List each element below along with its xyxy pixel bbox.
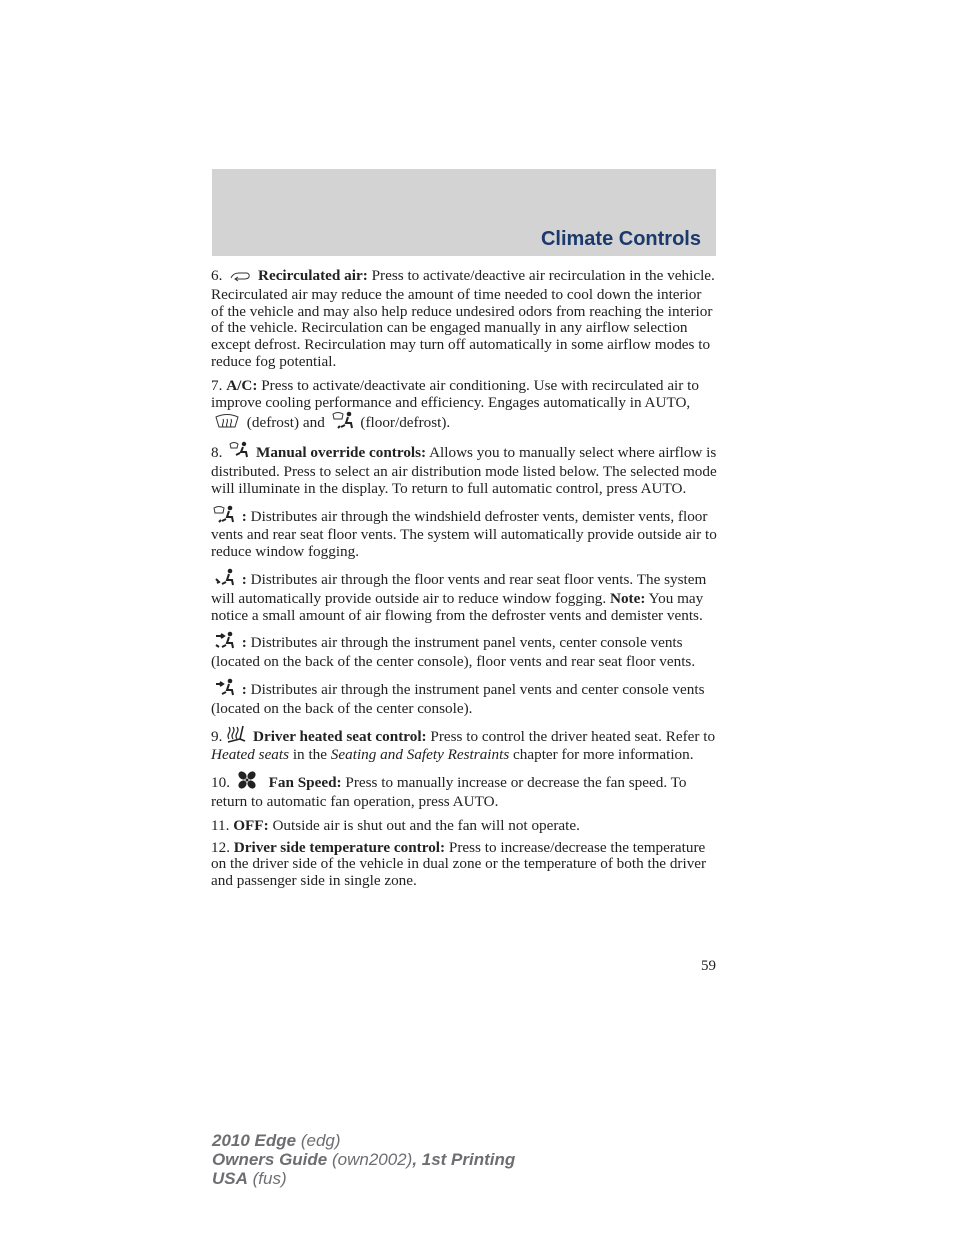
page-number: 59 bbox=[701, 958, 716, 974]
item-6: 6. Recirculated air: Press to activate/deactive air recirculation in the vehicle. Recirculated air may reduce the amount of time needed to cool down the interior of the vehicle and may also help reduce undesired odors from reaching the interior of the vehicle. Recirculation can be engaged manually in any airflow selection except defrost. Recirculation may turn off automatically in some airflow modes to reduce fog potential. bbox=[211, 267, 715, 370]
footer bbox=[212, 1131, 515, 1188]
item-10: 10. Fan Speed: Press to manually increase or decrease the fan speed. To return to automatic fan operation, press AUTO. bbox=[211, 771, 717, 811]
footer-line-2: Owners Guide (own2002), 1st Printing bbox=[212, 1150, 516, 1169]
defrost-icon bbox=[214, 413, 240, 434]
footer-line-1: 2010 Edge (edg) bbox=[212, 1131, 341, 1150]
panel-icon bbox=[213, 678, 235, 701]
item-9: 9. Driver heated seat control: Press to control the driver heated seat. Refer to Heated seats in the Seating and Safety Restraints chapter for more information. bbox=[211, 725, 717, 765]
mode-panel-floor: : Distributes air through the instrument panel vents, center console vents (located on the back of the center console), floor vents and rear seat floor vents. bbox=[211, 631, 717, 671]
content bbox=[211, 268, 717, 897]
footer-line-3: USA (fus) bbox=[212, 1169, 287, 1188]
manual-override-icon bbox=[229, 441, 249, 464]
item-11: 11. OFF: Outside air is shut out and the fan will not operate. bbox=[211, 816, 580, 834]
mode-floor: : Distributes air through the floor vents and rear seat floor vents. The system will automatically provide outside air to reduce window fogging. Note: You may notice a small amount of air flowing from the defroster vents and demister vents. bbox=[211, 568, 717, 624]
fan-icon bbox=[237, 771, 257, 794]
heated-seat-icon bbox=[226, 725, 246, 748]
header-band bbox=[212, 169, 716, 256]
item-12: 12. Driver side temperature control: Press to increase/decrease the temperature on the driver side of the vehicle in dual zone or the temperature of both the driver and passenger side in single zone. bbox=[211, 838, 707, 890]
mode-floor-defrost: : Distributes air through the windshield defroster vents, demister vents, floor vents and rear seat floor vents. The system will automatically provide outside air to reduce window fogging. bbox=[211, 505, 717, 561]
floor-defrost-icon bbox=[213, 505, 235, 528]
panel-floor-icon bbox=[213, 631, 235, 654]
mode-panel: : Distributes air through the instrument panel vents and center console vents (located on the back of the center console). bbox=[211, 678, 717, 718]
item-8: 8. Manual override controls: Allows you to manually select where airflow is distributed. Press to select an air distribution mode listed below. The selected mode will illuminate in the display. To return to full automatic control, press AUTO. bbox=[211, 441, 717, 497]
item-7: 7. A/C: Press to activate/deactivate air conditioning. Use with recirculated air to improve cooling performance and efficiency. Engages automatically in AUTO, (defrost) and (floor/defrost). bbox=[211, 378, 717, 434]
page-title: Climate Controls bbox=[540, 228, 701, 250]
floor-icon bbox=[213, 568, 235, 591]
floor-defrost-icon bbox=[332, 411, 354, 434]
recirculation-icon bbox=[229, 270, 251, 287]
